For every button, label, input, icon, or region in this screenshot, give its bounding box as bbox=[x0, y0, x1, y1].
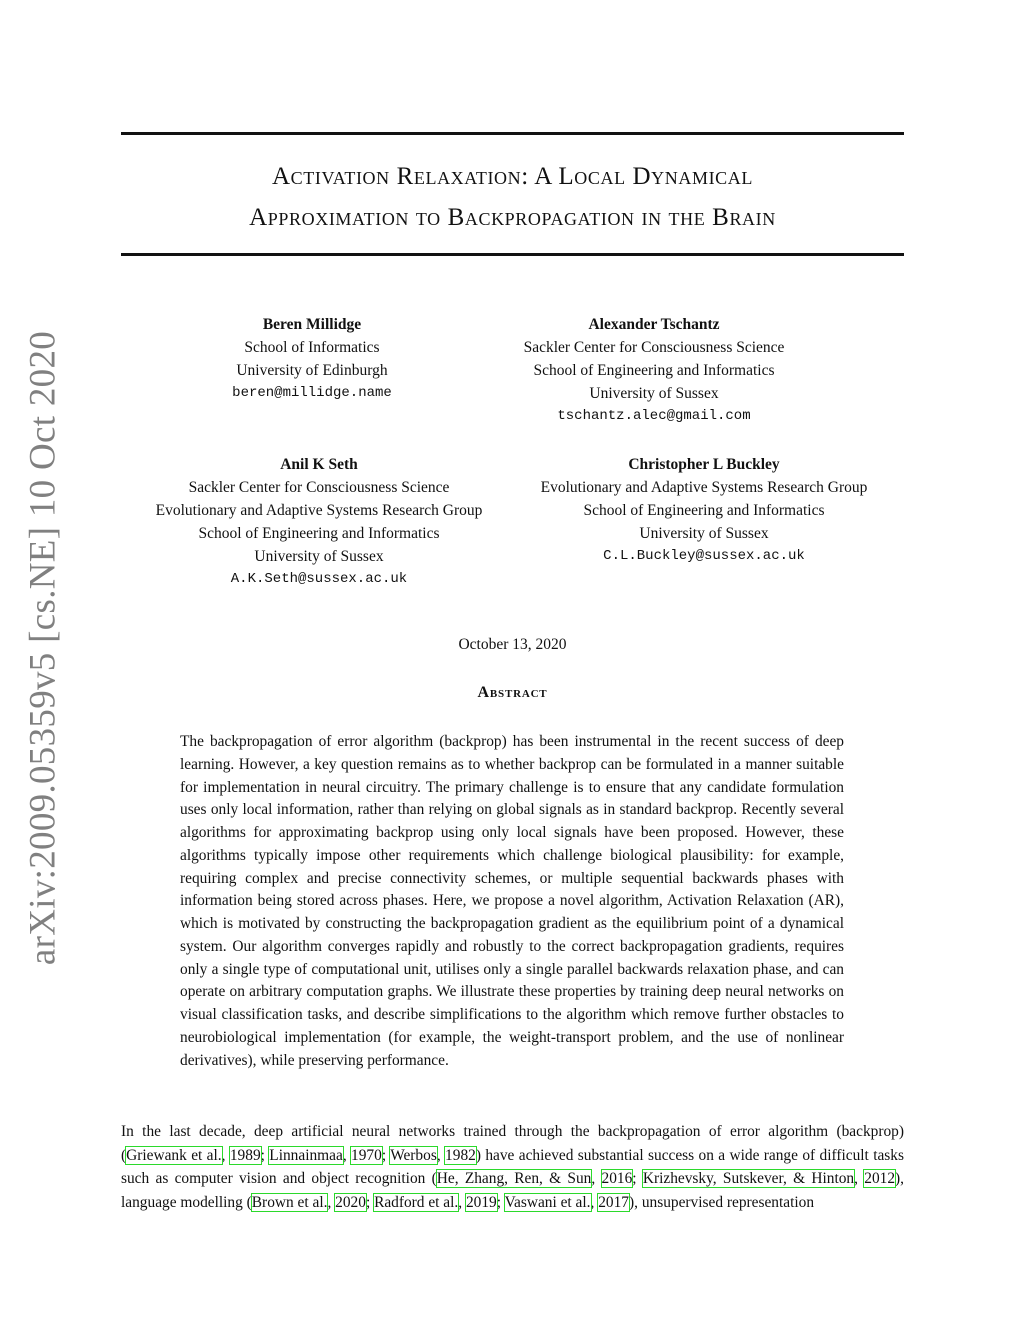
citation-link[interactable]: Werbos bbox=[390, 1146, 437, 1164]
author-affiliation: Evolutionary and Adaptive Systems Research Group bbox=[155, 502, 483, 519]
author-affiliation: School of Engineering and Informatics bbox=[583, 502, 825, 519]
intro-text: ), unsupervised representation bbox=[629, 1193, 815, 1211]
author-affiliation: University of Edinburgh bbox=[236, 362, 388, 379]
author-affiliation: Sackler Center for Consciousness Science bbox=[523, 339, 785, 356]
citation-year-link[interactable]: 1989 bbox=[229, 1146, 261, 1164]
author-name: Christopher L Buckley bbox=[628, 456, 780, 473]
abstract-heading: Abstract bbox=[477, 684, 548, 701]
author-affiliation: University of Sussex bbox=[639, 525, 769, 542]
citation-year-link[interactable]: 1970 bbox=[351, 1146, 382, 1164]
arxiv-watermark bbox=[22, 330, 64, 965]
intro-text: ) have achieved substantial success on a wide range of difficult tasks such as computer vision and object recognition ( bbox=[121, 1146, 904, 1187]
author-name: Beren Millidge bbox=[262, 316, 362, 333]
citation-link[interactable]: Brown et al. bbox=[251, 1193, 328, 1211]
citation-year-link[interactable]: 2020 bbox=[335, 1193, 366, 1211]
author-affiliation: University of Sussex bbox=[254, 548, 384, 565]
abstract-text: The backpropagation of error algorithm (backprop) has been instrumental in the recent success of deep learning. However, a key question remains as to whether backprop can be formulated in a manner suitable for implementation in neural circuitry. The primary challenge is to ensure that any candidate formulation uses only local information, rather than relying on global signals as in standard backprop. Recently several algorithms for approximating backprop using only local signals have been proposed. However, these algorithms typically impose other requirements which challenge biological plausibility: for example, requiring complex and precise connectivity schemes, or multiple sequential backwards phases with information being stored across phases. Here, we propose a novel algorithm, Activation Relaxation (AR), which is motivated by constructing the backpropagation gradient as the equilibrium point of a dynamical system. Our algorithm converges rapidly and robustly to the correct backpropagation gradients, requires only a single type of computational unit, utilises only a single parallel backwards relaxation phase, and can operate on arbitrary computation graphs. We illustrate these properties by training deep neural networks on visual classification tasks, and describe simplifications to the algorithm which remove further obstacles to neurobiological implementation (for example, the weight-transport problem, and the use of nonlinear derivatives), while preserving performance. bbox=[180, 733, 844, 1069]
citation-year-link[interactable]: 2019 bbox=[465, 1193, 497, 1211]
intro-text: ), language modelling ( bbox=[121, 1170, 905, 1211]
author-email[interactable]: A.K.Seth@sussex.ac.uk bbox=[230, 571, 408, 587]
author-affiliation: School of Engineering and Informatics bbox=[533, 362, 775, 379]
author-email[interactable]: tschantz.alec@gmail.com bbox=[557, 408, 751, 424]
arxiv-identifier: arXiv:2009.05359v5 [cs.NE] 10 Oct 2020 bbox=[22, 330, 64, 965]
author-name: Alexander Tschantz bbox=[588, 316, 720, 333]
citation-link[interactable]: He, Zhang, Ren, & Sun bbox=[436, 1170, 592, 1187]
title-rule-top bbox=[121, 132, 904, 135]
author-block bbox=[494, 453, 914, 568]
author-name: Anil K Seth bbox=[280, 456, 358, 473]
citation-year-link[interactable]: 2012 bbox=[864, 1170, 896, 1187]
citation-year-link[interactable]: 2017 bbox=[598, 1193, 629, 1211]
paper-title-line-2: Approximation to Backpropagation in the Brain bbox=[249, 204, 776, 231]
author-affiliation: University of Sussex bbox=[589, 385, 719, 402]
citation-year-link[interactable]: 1982 bbox=[445, 1146, 476, 1164]
paper-title-line-1: Activation Relaxation: A Local Dynamical bbox=[272, 163, 753, 190]
intro-paragraph: In the last decade, deep artificial neural networks trained through the backpropagation of error algorithm (backprop) (Griewank et al., 1989; Linnainmaa, 1970; Werbos, 1982) have achieved substantial success on a wide range of difficult tasks such as computer vision and object recognition (He, Zhang, Ren, & Sun, 2016; Krizhevsky, Sutskever, & Hinton, 2012), language modelling (Brown et al., 2020; Radford et al., 2019; Vaswani et al., 2017), unsupervised representation bbox=[121, 1123, 905, 1211]
author-affiliation: Evolutionary and Adaptive Systems Research Group bbox=[540, 479, 868, 496]
intro-text: In the last decade, deep artificial neural networks trained through the backpropagation of error algorithm (backprop) ( bbox=[121, 1123, 904, 1164]
paper-date: October 13, 2020 bbox=[458, 636, 567, 653]
author-affiliation: Sackler Center for Consciousness Science bbox=[188, 479, 450, 496]
author-affiliation: School of Informatics bbox=[244, 339, 380, 356]
citation-link[interactable]: Vaswani et al. bbox=[504, 1193, 591, 1211]
author-block bbox=[444, 313, 864, 428]
author-affiliation: School of Engineering and Informatics bbox=[198, 525, 440, 542]
citation-link[interactable]: Linnainmaa bbox=[269, 1146, 343, 1164]
citation-link[interactable]: Griewank et al. bbox=[126, 1146, 222, 1164]
author-email[interactable]: C.L.Buckley@sussex.ac.uk bbox=[603, 548, 805, 564]
citation-link[interactable]: Radford et al. bbox=[374, 1193, 459, 1211]
author-email[interactable]: beren@millidge.name bbox=[232, 385, 392, 401]
author-block bbox=[109, 453, 529, 591]
citation-year-link[interactable]: 2016 bbox=[601, 1170, 633, 1187]
title-rule-bottom bbox=[121, 253, 904, 256]
citation-link[interactable]: Krizhevsky, Sutskever, & Hinton bbox=[642, 1170, 855, 1187]
